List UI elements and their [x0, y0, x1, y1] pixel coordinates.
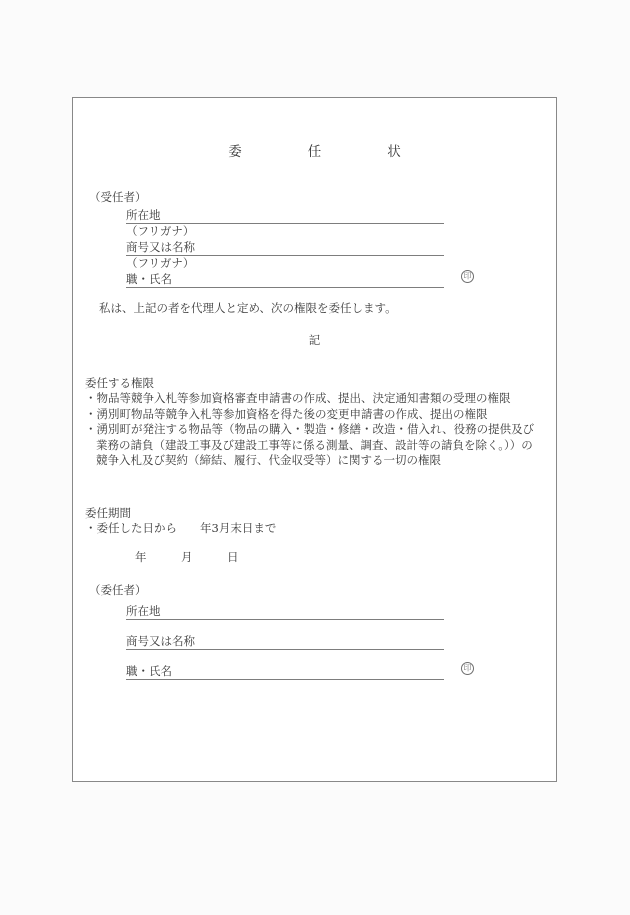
period-item: ・委任した日から 年3月末日まで: [85, 521, 277, 535]
delegate-name-rule[interactable]: [126, 287, 444, 288]
authority-item-1: ・物品等競争入札等参加資格審査申請書の作成、提出、決定通知書類の受理の権限: [85, 391, 511, 405]
principal-address-rule[interactable]: [126, 619, 444, 620]
delegate-company-row: [126, 240, 444, 256]
principal-name-label: 職・氏名: [126, 664, 172, 678]
delegate-name-label: 職・氏名: [126, 272, 172, 286]
document-sheet: [72, 97, 557, 782]
delegate-address-label: 所在地: [126, 208, 161, 222]
page-title: 委 任 状: [228, 144, 414, 160]
authority-item-2: ・湧別町物品等競争入札等参加資格を得た後の変更申請書の作成、提出の権限: [85, 406, 488, 421]
seal-icon: [461, 270, 474, 283]
principal-address-label: 所在地: [126, 604, 161, 618]
principal-name-row: [126, 664, 444, 680]
period-heading: 委任期間: [85, 506, 131, 520]
principal-company-rule[interactable]: [126, 649, 444, 650]
seal-glyph: 印: [463, 272, 472, 282]
delegate-name-row: [126, 272, 444, 288]
delegation-statement: 私は、上記の者を代理人と定め、次の権限を委任します。: [99, 301, 397, 315]
authority-item-3: ・湧別町が発注する物品等（物品の購入・製造・修繕・改造・借入れ、役務の提供及び業務の請負（建設工事及び建設工事等に係る測量、調査、設計等の請負を除く。））の競争入札及び契約（締結、履行、代金収受等）に関する一切の権限: [85, 422, 535, 468]
note-mark: 記: [308, 333, 321, 347]
principal-address-row: [126, 604, 444, 620]
principal-company-label: 商号又は名称: [126, 634, 195, 648]
authority-list: [85, 391, 537, 469]
seal-glyph-principal: 印: [463, 664, 472, 674]
principal-section-heading: （委任者）: [89, 583, 147, 597]
delegate-section-heading: （受任者）: [89, 190, 147, 204]
authority-heading: 委任する権限: [85, 376, 154, 390]
delegate-furigana-1: （フリガナ）: [126, 224, 195, 238]
principal-company-row: [126, 634, 444, 650]
delegate-company-label: 商号又は名称: [126, 240, 195, 254]
delegate-furigana-2: （フリガナ）: [126, 256, 195, 270]
date-line[interactable]: 年 月 日: [135, 550, 239, 564]
seal-icon-principal: [461, 662, 474, 675]
delegate-address-row: [126, 208, 444, 224]
principal-name-rule[interactable]: [126, 679, 444, 680]
